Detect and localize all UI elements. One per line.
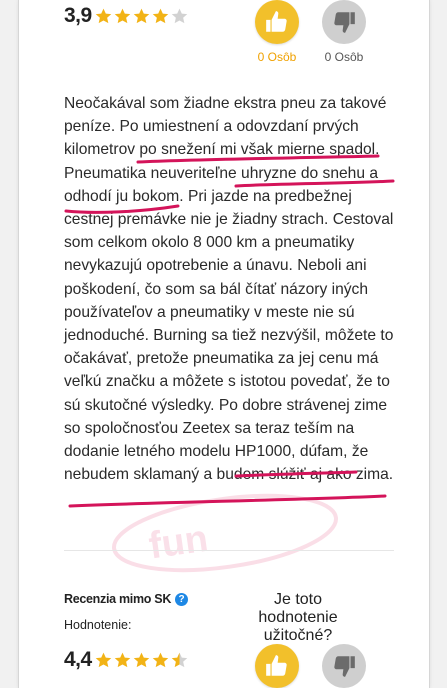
top-score: 3,9 <box>64 4 92 27</box>
thumbs-down-count: 0 Osôb <box>324 50 364 64</box>
review-divider <box>64 550 394 551</box>
rating-label: Hodnotenie: <box>64 618 132 632</box>
thumbs-down-button-next[interactable] <box>322 644 366 688</box>
next-score: 4,4 <box>64 648 92 671</box>
thumbs-down-icon <box>331 9 357 35</box>
reviewer-label: Recenzia mimo SK <box>64 592 172 606</box>
reviewer-line <box>64 592 188 606</box>
thumbs-down-icon <box>331 653 357 679</box>
info-icon[interactable]: ? <box>175 593 188 606</box>
thumbs-down-button[interactable] <box>322 0 366 44</box>
star-icon <box>170 651 189 670</box>
thumbs-up-button-next[interactable] <box>255 644 299 688</box>
useful-question: Je toto hodnotenie užitočné? <box>258 591 338 644</box>
next-rating-row <box>64 648 189 672</box>
star-icon <box>132 651 151 670</box>
star-icon <box>113 651 132 670</box>
star-icon <box>151 7 170 26</box>
star-icon <box>132 7 151 26</box>
star-icon <box>170 7 189 26</box>
star-icon <box>94 7 113 26</box>
review-text: Neočakával som žiadne ekstra pneu za takové peníze. Po umiestnení a odovzdaní prvých kilometrov po snežení mi však mierne spadol. Pneumatika neuveriteľne uhryzne do snehu a odhodí ju bokom. Pri jazde na predbežnej cestnej premávke nie je žiadny strach. Cestoval som celkom okolo 8 000 km a pneumatiky nevykazujú opotrebenie a únavu. Neboli ani poškodení, čo som sa bál čítať názory iných používateľov a pneumatiky v meste nie sú jednoduché. Burning sa tiež nezvýšil, môžete to očakávať, pretože pneumatika za jej cenu má veľkú značku a môžete s istotou povedať, že to sú skutočné výsledky. Po dobre strávenej zime so spoločnosťou Zeetex sa teraz teším na dodanie letného modelu HP1000, dúfam, že nebudem sklamaný a budem slúžiť aj ako zima. <box>64 95 394 484</box>
thumbs-up-count: 0 Osôb <box>257 50 297 64</box>
top-rating-row <box>64 4 189 28</box>
top-stars <box>94 7 189 26</box>
thumbs-up-button[interactable] <box>255 0 299 44</box>
star-icon <box>94 651 113 670</box>
star-icon <box>113 7 132 26</box>
star-icon <box>151 651 170 670</box>
thumbs-up-icon <box>264 653 290 679</box>
next-stars <box>94 651 189 670</box>
thumbs-up-icon <box>264 9 290 35</box>
